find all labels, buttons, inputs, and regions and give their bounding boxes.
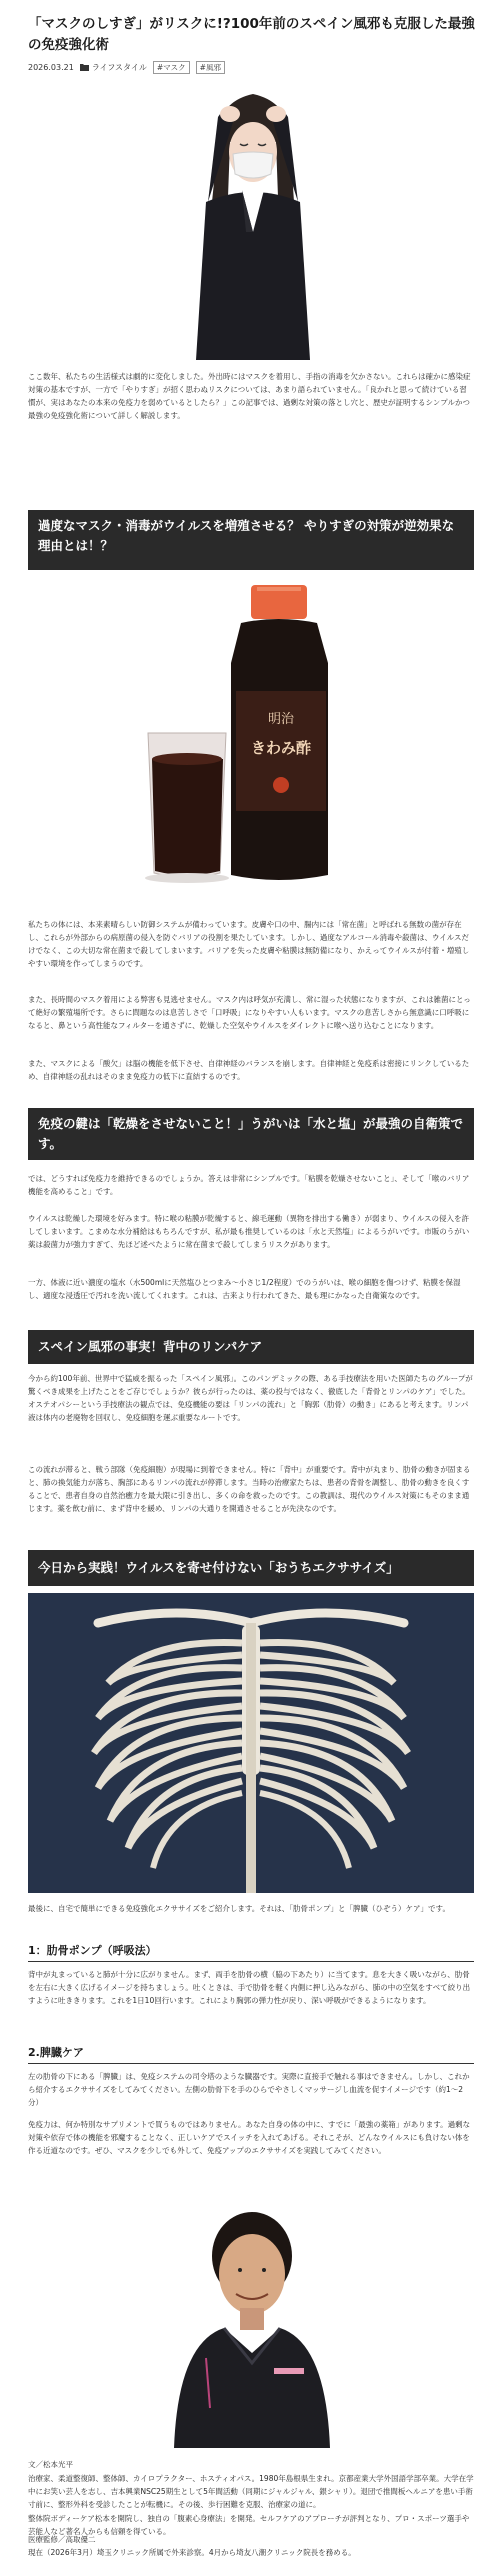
- section2-paragraph-2: ウイルスは乾燥した環境を好みます。特に喉の粘膜が乾燥すると、線毛運動（異物を排出する働き）が弱まり、ウイルスの侵入を許してしまいます。こまめな水分補給はもちろんですが、私が最も推奨しているのは「水と天然塩」によるうがいです。市販のうがい薬は殺菌力が強力すぎて、先ほど述べたように常在菌まで殺してしまうリスクがあります。: [28, 1214, 470, 1249]
- section1-paragraph-1: 私たちの体には、本来素晴らしい防御システムが備わっています。皮膚や口の中、腸内には「常在菌」と呼ばれる無数の菌が存在し、これらが外部からの病原菌の侵入を防ぐバリアの役割を果たしています。しかし、過度なアルコール消毒や殺菌は、ウイルスだけでなく、この大切な常在菌まで殺してしまいます。バリアを失った皮膚や粘膜は無防備になり、かえってウイルスが付着・増殖しやすい環境を作ってしまうのです。: [28, 920, 470, 968]
- vinegar-drink-image: [28, 573, 474, 908]
- article-meta: [28, 60, 225, 74]
- intro-paragraph: ここ数年、私たちの生活様式は劇的に変化しました。外出時にはマスクを着用し、手指の消毒を欠かさない。これらは確かに感染症対策の基本ですが、一方で「やりすぎ」が招く思わぬリスクについては、あまり語られていません。「良かれと思って続けている習慣が、実はあなたの本来の免疫力を弱めているとしたら？」この記事では、過剰な対策の落とし穴と、歴史が証明するシンプルかつ最強の免疫強化術について詳しく解説します。: [28, 372, 471, 420]
- section4-intro: 最後に、自宅で簡単にできる免疫強化エクササイズをご紹介します。それは、「肋骨ポンプ」と「脾臓（ひぞう）ケア」です。: [28, 1904, 450, 1913]
- section2-heading: 免疫の鍵は「乾燥をさせないこと！」うがいは「水と塩」が最強の自衛策です。: [28, 1108, 474, 1160]
- section3-heading: スペイン風邪の事実！背中のリンパケア: [28, 1330, 474, 1364]
- section2-paragraph-1: では、どうすれば免疫力を維持できるのでしょうか。答えは非常にシンプルです。「粘膜を乾燥させないこと」、そして「喉のバリア機能を高めること」です。: [28, 1174, 470, 1196]
- exercise1-body: 背中が丸まっていると肺が十分に広がりません。まず、両手を肋骨の横（脇の下あたり）に当てます。息を大きく吸いながら、肋骨を左右に大きく広げるイメージを持ちましょう。吐くときは、手で肋骨を軽く内側に押し込みながら、肺の中の空気をすべて絞り出すように吐ききります。これを1日10回行います。これにより胸郭の弾力性が戻り、深い呼吸ができるようになります。: [28, 1970, 471, 2005]
- exercise1-heading: 1：肋骨ポンプ（呼吸法）: [28, 1942, 474, 1962]
- category-label: ライフスタイル: [91, 62, 147, 72]
- section1-heading: 過度なマスク・消毒がウイルスを増殖させる？ やりすぎの対策が逆効果な理由とは！？: [28, 510, 474, 570]
- section1-paragraph-3: また、マスクによる「酸欠」は脳の機能を低下させ、自律神経のバランスを崩します。自律神経と免疫系は密接にリンクしているため、自律神経の乱れはそのまま免疫力の低下に直結するのです。: [28, 1059, 470, 1081]
- exercise2-heading: 2.脾臓ケア: [28, 2044, 474, 2064]
- article-category[interactable]: [80, 62, 147, 73]
- exercise2-body-2: 免疫力は、何か特別なサプリメントで買うものではありません。あなた自身の体の中に、すでに「最強の薬箱」があります。過剰な対策や依存で体の機能を邪魔することなく、正しいケアでスイッチを入れてあげる。それこそが、どんなウイルスにも負けない体を作る近道なのです。ぜひ、マスクを少しでも外して、免疫アップのエクササイズを実践してみてください。: [28, 2120, 471, 2155]
- author-byline: 文／松本光平: [28, 2460, 73, 2469]
- hero-image-woman-mask: [178, 82, 328, 360]
- author-bio: 治療家、柔道整復師、整体師、カイロプラクター、ホスティオパス。1980年島根県生まれ。京都産業大学外国語学部卒業。大学在学中にお笑い芸人を志し、吉本興業NSC25期生として5年間活動（同期にジャルジャル、銀シャリ）。退団で推間板ヘルニアを患い手術寸前に、整形外科を受診したことが転機に。その後、歩行困難を克服、治療家の道に。: [28, 2474, 474, 2509]
- tag-cold[interactable]: #風邪: [196, 61, 225, 74]
- exercise2-body-1: 左の肋骨の下にある「脾臓」は、免疫システムの司令塔のような臓器です。実際に直接手で触れる事はできません。しかし、これから紹介するエクササイズをしてみてください。左側の肋骨下を手のひらでやさしくマッサージし血流を促すイメージです（約1〜2分）: [28, 2072, 470, 2107]
- section3-paragraph-2: この流れが滞ると、戦う部隊（免疫細胞）が現場に到着できません。特に「背中」が重要です。背中が丸まり、肋骨の動きが固まると、肺の換気能力が落ち、胸部にあるリンパの流れが停滞します。当時の治療家たちは、患者の背骨を調整し、肋骨の動きを良くすることで、患者自身の自然治癒力を最大限に引き出し、多くの命を救ったのです。この教訓は、現代のウイルス対策にもそのまま通じます。薬を飲む前に、まず背中を緩め、リンパの大通りを開通させることが先決なのです。: [28, 1465, 471, 1513]
- ribcage-skeleton-image: [28, 1593, 474, 1893]
- author-portrait: [154, 2178, 350, 2448]
- section4-heading: 今日から実践！ウイルスを寄せ付けない「おうちエクササイズ」: [28, 1550, 474, 1586]
- tag-mask[interactable]: #マスク: [153, 61, 190, 74]
- article-date: 2026.03.21: [28, 62, 74, 72]
- medical-supervisor: 医療監修／高取優二: [28, 2535, 96, 2544]
- folder-icon: [80, 63, 89, 71]
- section3-paragraph-1: 今から約100年前、世界中で猛威を振るった「スペイン風邪」。このパンデミックの際、ある手技療法を用いた医師たちのグループが驚くべき成果を上げたことをご存じでしょうか？彼らが行ったのは、薬の投与ではなく、徹底した「背骨とリンパのケア」でした。オステオパシーという手技療法の観点では、免疫機能の要は「リンパの流れ」と「胸郭（肋骨）の動き」にあると考えます。リンパ液は体内の老廃物を回収し、免疫細胞を運ぶ重要なルートです。: [28, 1374, 473, 1422]
- section1-paragraph-2: また、長時間のマスク着用による弊害も見逃せません。マスク内は呼気が充満し、常に湿った状態になりますが、これは雑菌にとって絶好の繁殖場所です。さらに問題なのは息苦しさで「口呼吸」になりやすい人もいます。マスクの息苦しさから無意識に口呼吸になると、鼻という高性能なフィルターを通さずに、乾燥した空気やウイルスをダイレクトに喉へ送り込むことになります。: [28, 995, 471, 1030]
- supervisor-current: 現在（2026年3月）埼玉クリニック所属で外来診察。4月から埼友八潮クリニック院長を務める。: [28, 2548, 356, 2557]
- section2-paragraph-3: 一方、体液に近い濃度の塩水（水500mlに天然塩ひとつまみ〜小さじ1/2程度）でのうがいは、喉の細胞を傷つけず、粘膜を保湿し、適度な浸透圧で汚れを洗い流してくれます。これは、古来より行われてきた、最も理にかなった自衛策なのです。: [28, 1278, 461, 1300]
- bottle-label: きわみ酢: [250, 739, 312, 757]
- author-bio-2: 整体院ボディーケア松本を開院し、独自の「腹素心身療法」を開発。セルフケアのアプローチが評判となり、プロ・スポーツ選手や芸能人など著名人からも信頼を得ている。: [28, 2514, 470, 2536]
- bottle-brand: 明治: [267, 712, 295, 727]
- article-title: 「マスクのしすぎ」がリスクに!?100年前のスペイン風邪も克服した最強の免疫強化術: [28, 16, 475, 53]
